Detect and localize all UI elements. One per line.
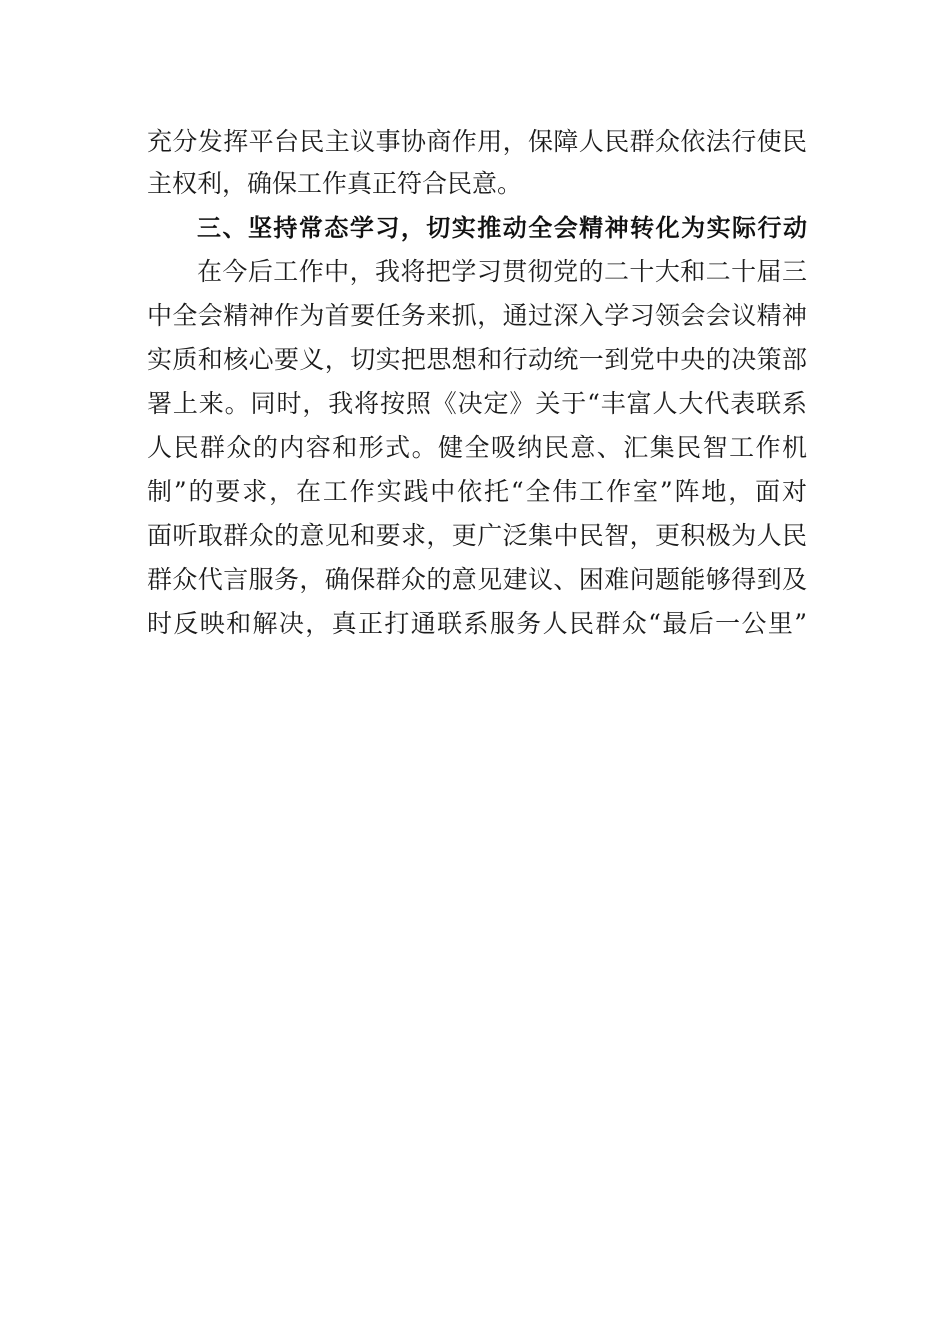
paragraph-line: 制”的要求，在工作实践中依托“全伟工作室”阵地，面对 [147, 477, 807, 506]
paragraph-line: 中全会精神作为首要任务来抓，通过深入学习领会会议精神 [147, 301, 807, 330]
paragraph-line: 充分发挥平台民主议事协商作用，保障人民群众依法行使民 [147, 127, 807, 156]
paragraph-line: 面听取群众的意见和要求，更广泛集中民智，更积极为人民 [147, 521, 807, 550]
paragraph-line: 群众代言服务，确保群众的意见建议、困难问题能够得到及 [147, 565, 807, 594]
paragraph-line: 主权利，确保工作真正符合民意。 [147, 169, 523, 198]
section-heading: 三、坚持常态学习，切实推动全会精神转化为实际行动 [197, 214, 807, 242]
paragraph-line: 实质和核心要义，切实把思想和行动统一到党中央的决策部 [147, 345, 807, 374]
paragraph-line: 时反映和解决，真正打通联系服务人民群众“最后一公里” [147, 609, 807, 638]
paragraph-line: 署上来。同时，我将按照《决定》关于“丰富人大代表联系 [147, 389, 807, 418]
paragraph-line: 在今后工作中，我将把学习贯彻党的二十大和二十届三 [197, 257, 807, 286]
paragraph-line: 人民群众的内容和形式。健全吸纳民意、汇集民智工作机 [147, 433, 807, 462]
